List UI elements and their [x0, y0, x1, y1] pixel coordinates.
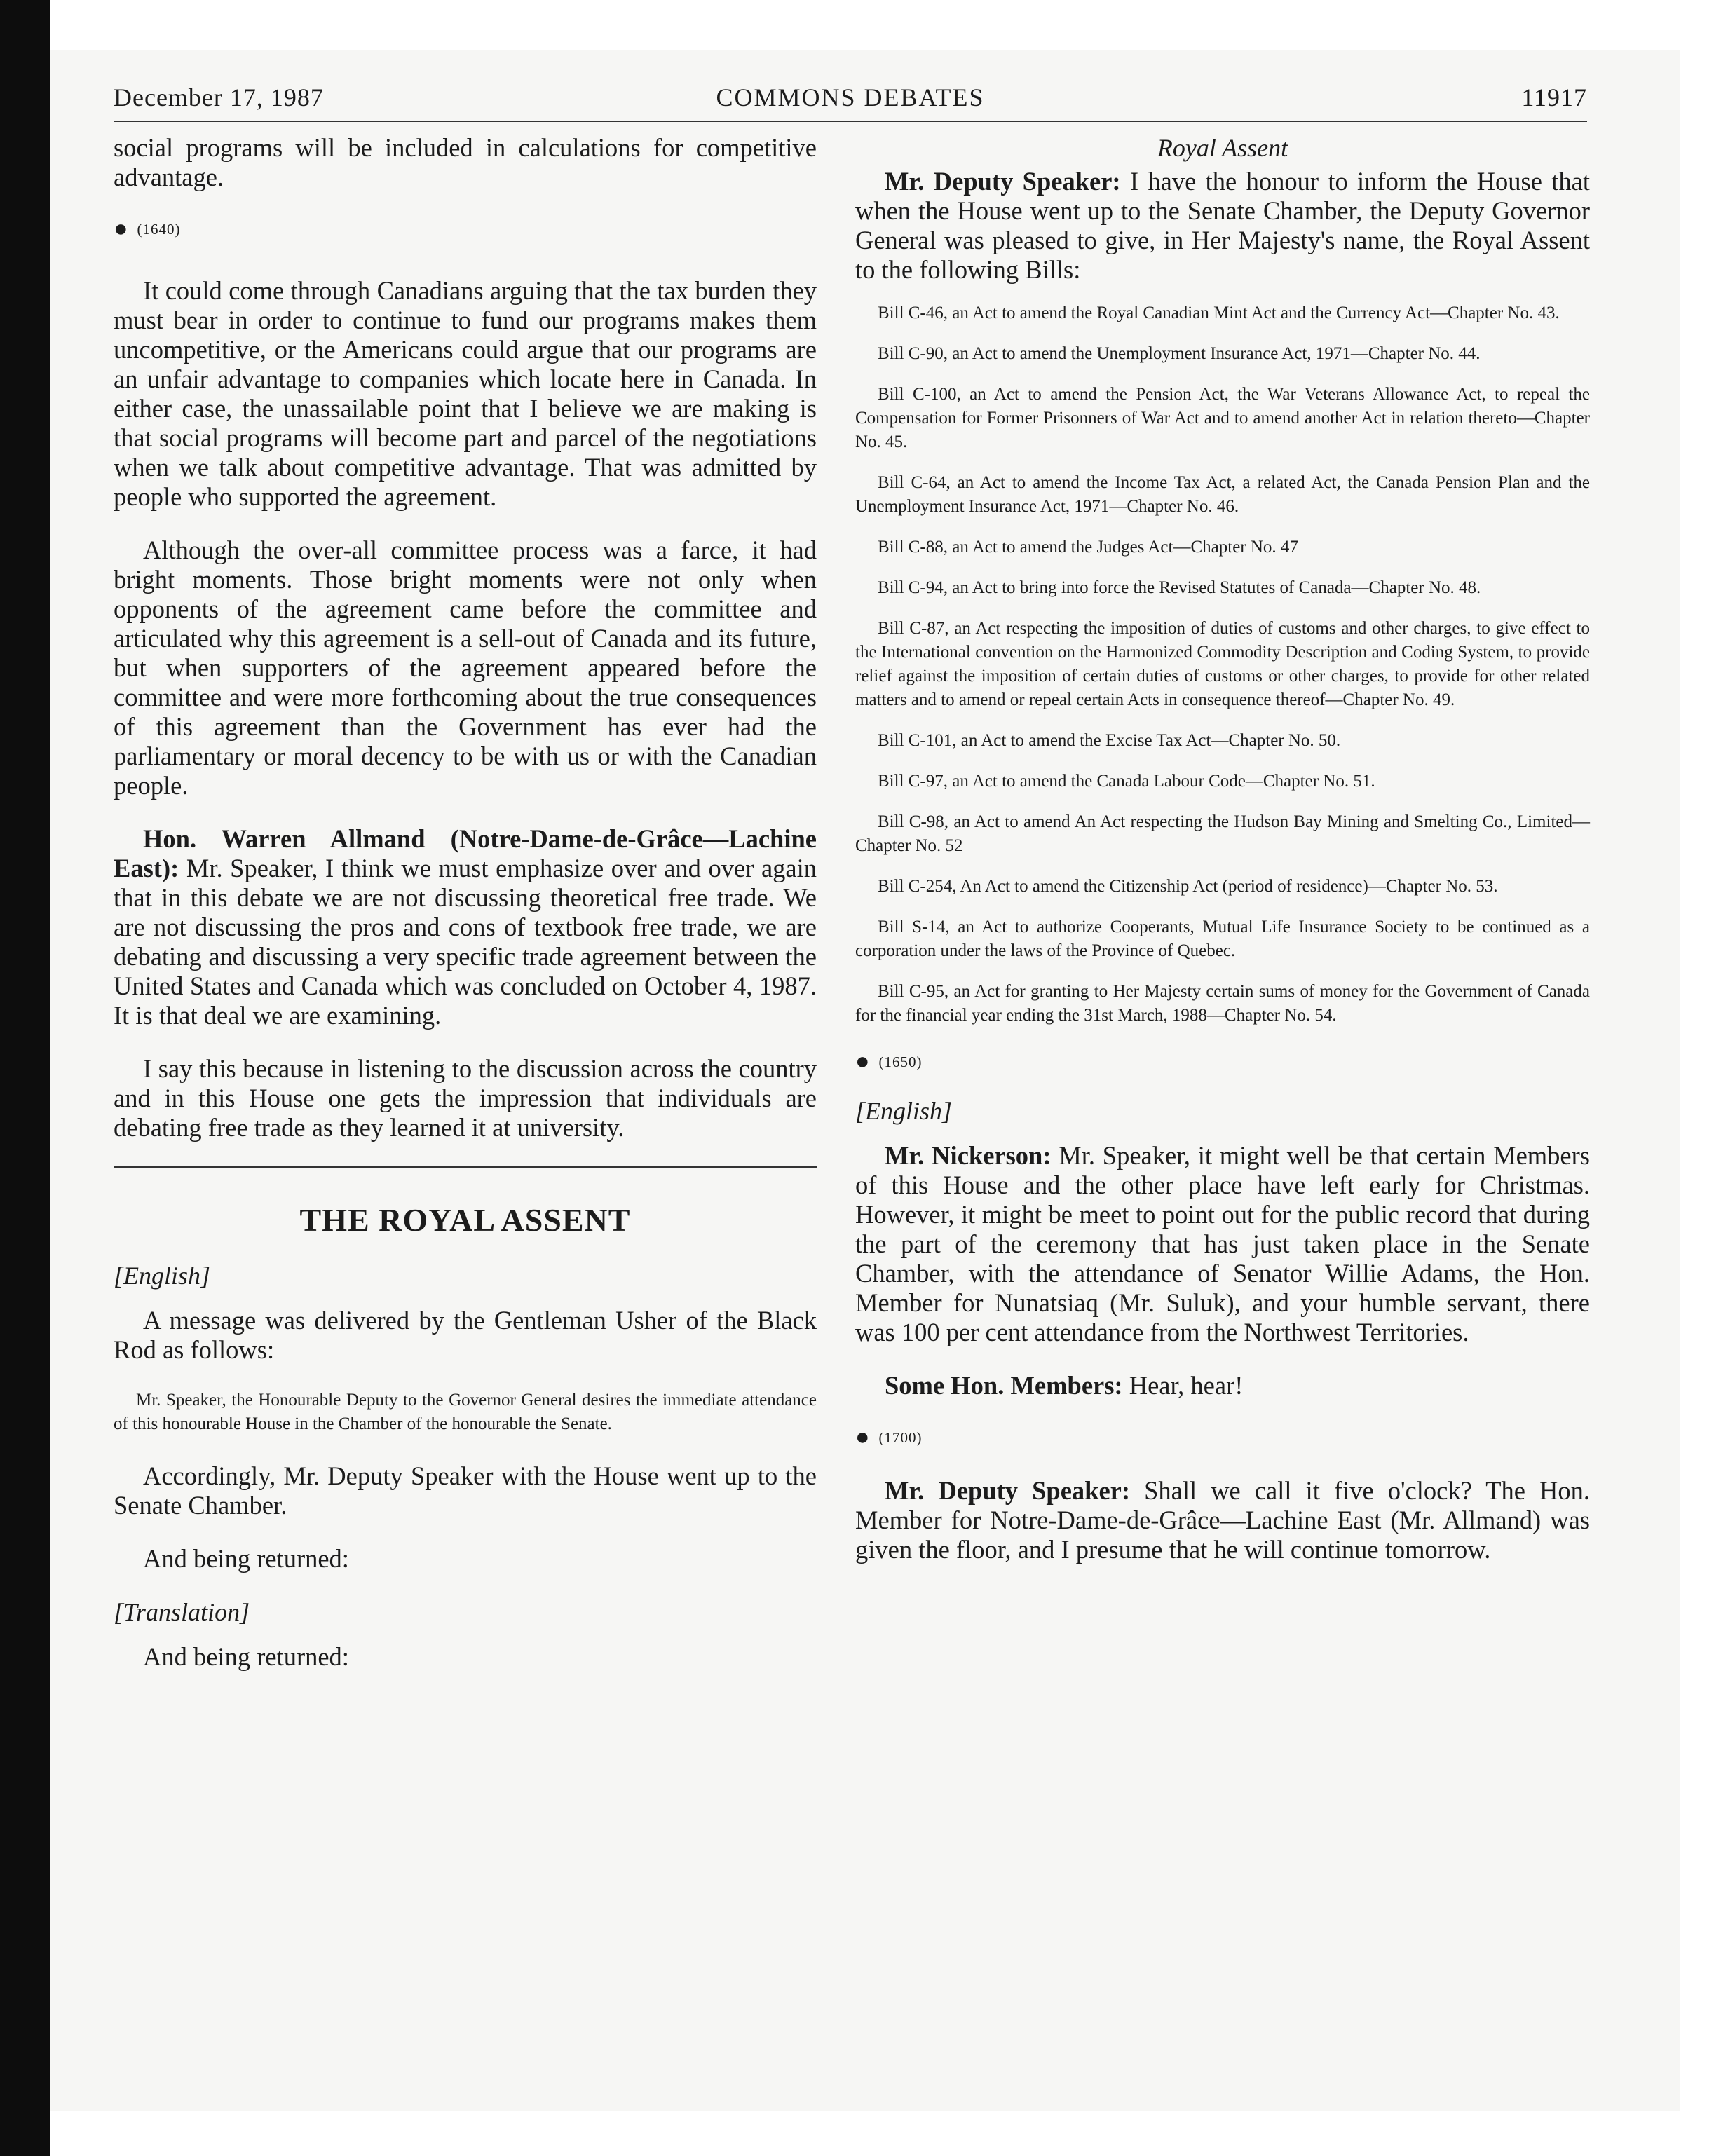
speaker-name: Some Hon. Members:: [885, 1371, 1123, 1400]
bill-item: Bill C-94, an Act to bring into force the Revised Statutes of Canada—Chapter No. 48.: [878, 578, 1481, 597]
paragraph: I say this because in listening to the discussion across the country and in this House one gets the impression that individuals are debating free trade as they learned it at university.: [114, 1054, 817, 1142]
header-date: December 17, 1987: [114, 83, 324, 111]
paragraph: social programs will be included in calculations for competitive advantage.: [114, 133, 817, 191]
speaker-name: Mr. Deputy Speaker:: [885, 1476, 1131, 1505]
bill-item: Bill C-101, an Act to amend the Excise Tax Act—Chapter No. 50.: [878, 731, 1341, 750]
bill-item: Bill C-87, an Act respecting the imposition of duties of customs and other charges, to give effect to the International convention on the Harmonized Commodity Description and Coding System, to provide relief against the imposition of certain duties of customs or other charges, to provide for other related matters and to amend or repeal certain Acts in consequence thereof—Chapter No. 49.: [855, 619, 1590, 709]
speech-text: Hear, hear!: [1122, 1371, 1244, 1400]
speaker-name: Mr. Deputy Speaker:: [885, 167, 1121, 196]
header-title: COMMONS DEBATES: [716, 83, 985, 111]
paragraph: Accordingly, Mr. Deputy Speaker with the House went up to the Senate Chamber.: [114, 1461, 817, 1520]
paragraph: And being returned:: [143, 1544, 349, 1573]
speaker-name: Mr. Nickerson:: [885, 1141, 1052, 1170]
speech-paragraph: [855, 1476, 1590, 1564]
speaker-name: Hon. Warren Allmand (Notre-Dame-de-Grâce—Lachine East):: [114, 824, 817, 882]
bullet-icon: ●: [114, 216, 129, 242]
paragraph: Although the over-all committee process was a farce, it had bright moments. Those bright moments were not only when opponents of the agreement came before the committee and articulated why this agreement is a sell-out of Canada and its future, but when supporters of the agreement appeared before the committee and were more forthcoming about the true consequences of this agreement than the Government has ever had the parliamentary or moral decency to be with us or with the Canadian people.: [114, 535, 817, 800]
timestamp: [855, 1424, 1590, 1451]
timestamp: [855, 1049, 1590, 1075]
paragraph: It could come through Canadians arguing that the tax burden they must bear in order to continue to fund our programs makes them uncompetitive, or the Americans could argue that our programs are an unfair advantage to companies which locate here in Canada. In either case, the unassailable point that I believe we are making is that social programs will become part and parcel of the negotiations when we talk about competitive advantage. That was admitted by people who supported the agreement.: [114, 276, 817, 511]
language-marker: [Translation]: [114, 1598, 250, 1626]
speech-paragraph: [114, 824, 817, 1030]
bullet-icon: ●: [855, 1424, 871, 1450]
bill-item: Bill C-64, an Act to amend the Income Tax Act, a related Act, the Canada Pension Plan and the Unemployment Insurance Act, 1971—Chapter No. 46.: [855, 473, 1590, 516]
bill-item: Bill C-100, an Act to amend the Pension Act, the War Veterans Allowance Act, to repeal the Compensation for Former Prisonners of War Act and to amend another Act in relation thereto—Chapter No. 45.: [855, 385, 1590, 451]
page-header: [114, 83, 1587, 122]
speech-text: Mr. Speaker, it might well be that certain Members of this House and the other place have left early for Christmas. However, it might be meet to point out for the public record that during the part of the ceremony that has just taken place in the Senate Chamber, with the attendance of Senator Willie Adams, the Hon. Member for Nunatsiaq (Mr. Suluk), and your humble servant, there was 100 per cent attendance from the Northwest Territories.: [855, 1141, 1590, 1346]
timestamp-text: (1640): [137, 221, 181, 238]
speech-paragraph: [855, 1371, 1590, 1400]
subheading: Royal Assent: [1157, 134, 1288, 162]
bill-item: Bill C-95, an Act for granting to Her Majesty certain sums of money for the Government of Canada for the financial year ending the 31st March, 1988—Chapter No. 54.: [855, 982, 1590, 1025]
scan-edge: [0, 0, 50, 2156]
bullet-icon: ●: [855, 1049, 871, 1074]
section-title: THE ROYAL ASSENT: [299, 1202, 631, 1238]
timestamp: [114, 216, 817, 243]
bill-item: Bill C-46, an Act to amend the Royal Canadian Mint Act and the Currency Act—Chapter No. 43.: [878, 303, 1560, 322]
right-column: [855, 133, 1590, 1588]
language-marker: [English]: [855, 1097, 953, 1125]
bill-item: Bill C-98, an Act to amend An Act respecting the Hudson Bay Mining and Smelting Co., Limited—Chapter No. 52: [855, 812, 1590, 855]
bill-item: Bill C-97, an Act to amend the Canada Labour Code—Chapter No. 51.: [878, 772, 1375, 791]
bill-item: Bill C-90, an Act to amend the Unemployment Insurance Act, 1971—Chapter No. 44.: [878, 344, 1481, 363]
message-quote: Mr. Speaker, the Honourable Deputy to the Governor General desires the immediate attendance of this honourable House in the Chamber of the honourable the Senate.: [114, 1391, 817, 1433]
page-number: 11917: [1521, 83, 1587, 111]
speech-text: Mr. Speaker, I think we must emphasize over and over again that in this debate we are not discussing theoretical free trade. We are not discussing the pros and cons of textbook free trade, we are debating and discussing a very specific trade agreement between the United States and Canada which was concluded on October 4, 1987. It is that deal we are examining.: [114, 854, 817, 1030]
section-divider: [114, 1166, 817, 1168]
paragraph: A message was delivered by the Gentleman Usher of the Black Rod as follows:: [114, 1306, 817, 1364]
paragraph: And being returned:: [143, 1642, 349, 1671]
speech-paragraph: [855, 1141, 1590, 1347]
bill-item: Bill S-14, an Act to authorize Cooperants, Mutual Life Insurance Society to be continued as a corporation under the laws of the Province of Quebec.: [855, 917, 1590, 960]
speech-text: I have the honour to inform the House that when the House went up to the Senate Chamber, the Deputy Governor General was pleased to give, in Her Majesty's name, the Royal Assent to the following Bills:: [855, 167, 1590, 284]
speech-text: Shall we call it five o'clock? The Hon. Member for Notre-Dame-de-Grâce—Lachine East (Mr. Allmand) was given the floor, and I presume that he will continue tomorrow.: [855, 1476, 1590, 1564]
speech-paragraph: [855, 167, 1590, 285]
timestamp-text: (1700): [878, 1429, 923, 1446]
language-marker: [English]: [114, 1262, 211, 1290]
bill-item: Bill C-88, an Act to amend the Judges Act—Chapter No. 47: [878, 538, 1298, 557]
timestamp-text: (1650): [878, 1053, 923, 1070]
left-column: [114, 133, 817, 1696]
bill-item: Bill C-254, An Act to amend the Citizenship Act (period of residence)—Chapter No. 53.: [878, 877, 1498, 896]
